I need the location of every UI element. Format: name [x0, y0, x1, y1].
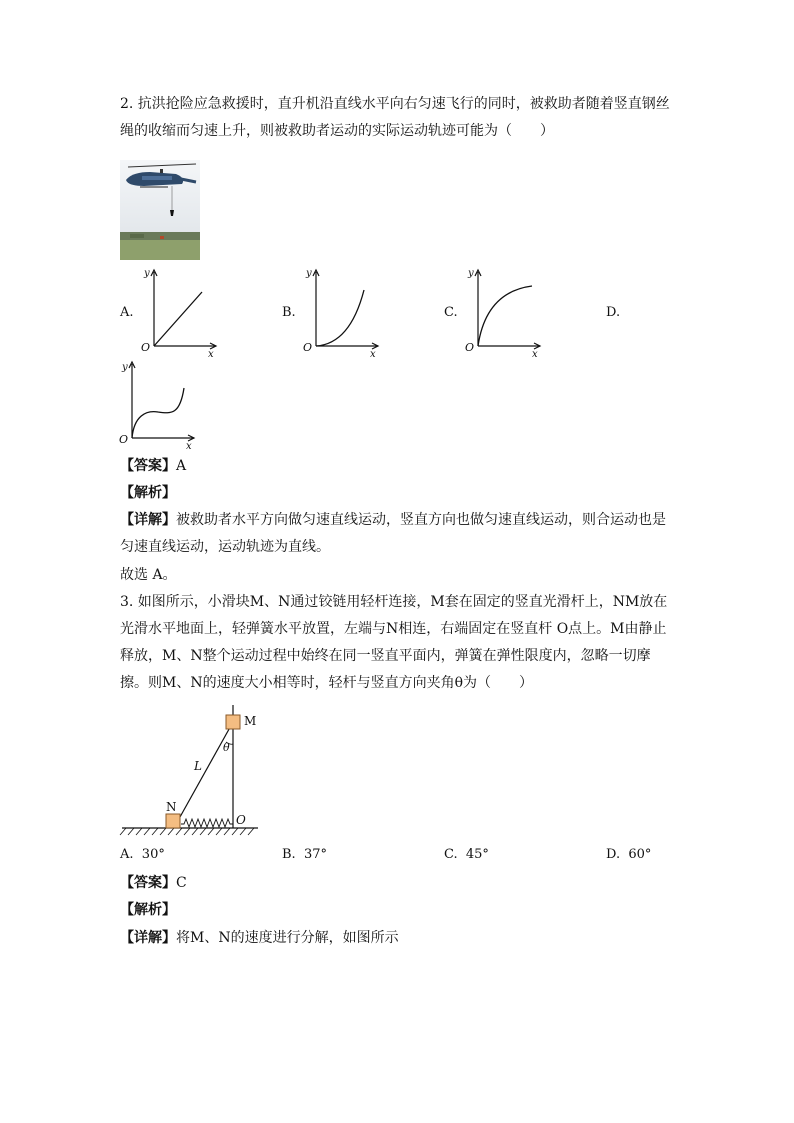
graph-a-curve: [154, 292, 202, 346]
label-l: L: [194, 759, 202, 773]
q3-option-d-letter: D.: [606, 847, 621, 862]
q3-detail-tag: 【详解】: [120, 930, 176, 946]
q3-stem-line1: 3. 如图所示，小滑块M、N通过铰链用轻杆连接，M套在固定的竖直光滑杆上，NM放在: [120, 594, 668, 610]
q2-option-a-label: A.: [120, 305, 134, 320]
graph-c-y-label: y: [468, 268, 474, 279]
graph-b: [302, 266, 382, 360]
q3-option-c-letter: C.: [444, 847, 458, 862]
block-m: [226, 715, 240, 729]
q3-answer: [120, 873, 187, 893]
q2-answer-value: A: [176, 458, 187, 474]
q3-detail-line1: [120, 928, 399, 948]
graph-a-origin: O: [141, 341, 151, 354]
q2-answer: [120, 456, 186, 476]
q3-option-d: [606, 847, 651, 862]
q2-stem-line1: 2. 抗洪抢险应急救援时，直升机沿直线水平向右匀速飞行的同时，被救助者随着竖直钢丝: [120, 96, 670, 112]
q3-mechanism-diagram: [120, 700, 265, 842]
q3-stem-line2: 光滑水平地面上，轻弹簧水平放置，左端与N相连，右端固定在竖直杆 O点上。M由静止: [120, 621, 667, 637]
block-n: [166, 814, 180, 828]
graph-d-origin: O: [119, 433, 129, 446]
q3-option-a-letter: A.: [120, 847, 134, 862]
ground-hatch: [120, 828, 254, 835]
q3-option-a-value: 30°: [141, 847, 165, 862]
q3-answer-tag: 【答案】: [120, 875, 176, 891]
q3-option-c: [444, 847, 489, 862]
label-n: N: [166, 800, 177, 814]
graph-c-curve: [478, 286, 532, 346]
q3-option-c-value: 45°: [465, 847, 489, 862]
q3-option-b-letter: B.: [282, 847, 296, 862]
q3-option-b-value: 37°: [303, 847, 327, 862]
graph-d-y-label: y: [122, 362, 128, 373]
q2-answer-tag: 【答案】: [120, 458, 176, 474]
q2-conclusion: 故选 A。: [120, 567, 177, 583]
q3-option-a: [120, 847, 165, 862]
q3-option-b: [282, 847, 327, 862]
label-o: O: [236, 813, 246, 827]
graph-d-x-label: x: [186, 441, 192, 452]
q2-detail-tag: 【详解】: [120, 512, 176, 528]
graph-c-origin: O: [465, 341, 475, 354]
graph-a-y-label: y: [144, 268, 150, 279]
q3-stem-line3: 释放，M、N整个运动过程中始终在同一竖直平面内，弹簧在弹性限度内，忽略一切摩: [120, 648, 651, 664]
q3-detail-text1: 将M、N的速度进行分解，如图所示: [176, 930, 399, 946]
q2-detail-line2: 匀速直线运动，运动轨迹为直线。: [120, 539, 330, 555]
light-rod: [180, 722, 233, 817]
spring: [181, 819, 233, 827]
graph-b-origin: O: [303, 341, 313, 354]
label-theta: θ: [223, 741, 230, 754]
graph-c: [464, 266, 544, 360]
q2-analysis-tag: 【解析】: [120, 485, 176, 501]
graph-a-x-label: x: [208, 349, 214, 360]
q2-stem-line2: 绳的收缩而匀速上升，则被救助者运动的实际运动轨迹可能为（ ）: [120, 123, 554, 139]
q2-detail-line1: [120, 510, 666, 530]
graph-b-y-label: y: [306, 268, 312, 279]
q2-detail-text1: 被救助者水平方向做匀速直线运动，竖直方向也做匀速直线运动，则合运动也是: [176, 512, 666, 528]
q2-option-d-label: D.: [606, 305, 621, 320]
q3-answer-value: C: [176, 875, 187, 891]
graph-d-curve: [132, 388, 184, 438]
q2-option-c-label: C.: [444, 305, 458, 320]
q3-option-d-value: 60°: [628, 847, 652, 862]
label-m: M: [244, 714, 257, 728]
q3-analysis-tag: 【解析】: [120, 902, 176, 918]
q3-stem-line4: 擦。则M、N的速度大小相等时，轻杆与竖直方向夹角θ为（ ）: [120, 675, 534, 691]
graph-c-x-label: x: [532, 349, 538, 360]
q2-option-b-label: B.: [282, 305, 296, 320]
graph-d: [118, 358, 198, 452]
graph-b-x-label: x: [370, 349, 376, 360]
graph-b-curve: [316, 290, 364, 346]
helicopter-photo: [120, 160, 200, 260]
graph-a: [140, 266, 220, 360]
